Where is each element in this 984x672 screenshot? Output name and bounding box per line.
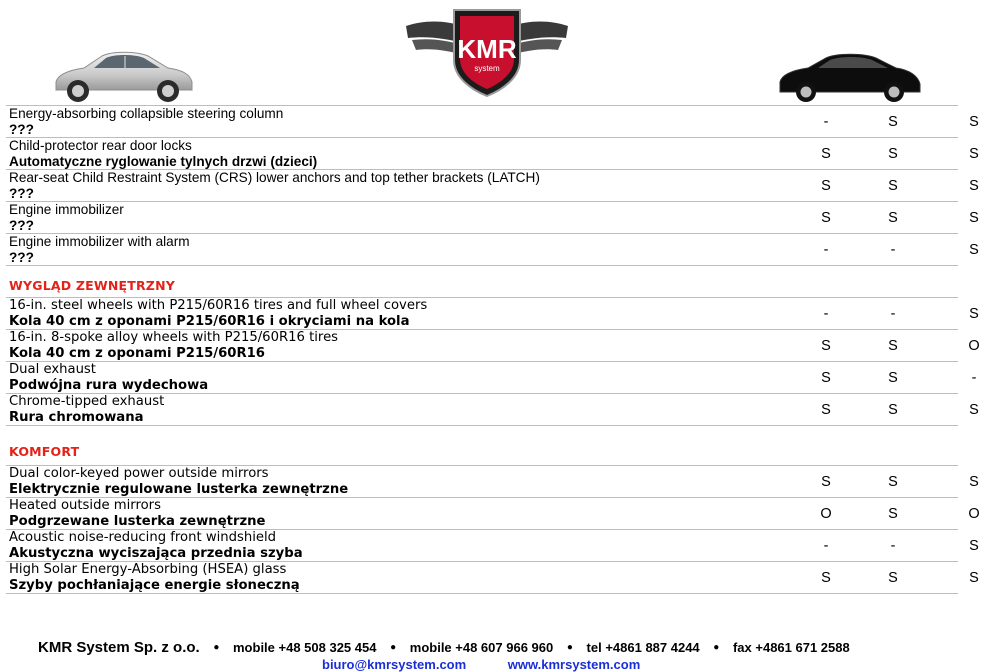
spec-values — [768, 242, 979, 258]
web-contact-line — [322, 657, 640, 672]
spec-name-en: Heated outside mirrors — [9, 498, 161, 513]
value-trim-1: - — [823, 306, 829, 322]
value-trim-1: S — [821, 178, 831, 194]
spec-row — [6, 530, 979, 562]
value-trim-2: S — [888, 114, 898, 130]
value-trim-1: S — [821, 474, 831, 490]
spec-row — [6, 106, 979, 138]
spec-name-en: High Solar Energy-Absorbing (HSEA) glass — [9, 562, 287, 577]
spec-name-pl: Szyby pochłaniające energie słoneczną — [9, 578, 300, 593]
value-trim-1: - — [823, 114, 829, 130]
value-trim-1: O — [820, 506, 832, 522]
mobile-phone-2[interactable]: mobile +48 607 966 960 — [409, 640, 554, 655]
value-trim-2: S — [888, 178, 898, 194]
value-trim-1: S — [821, 210, 831, 226]
spec-values — [768, 114, 979, 130]
spec-name-pl: Akustyczna wyciszająca przednia szyba — [9, 546, 303, 561]
spec-row — [6, 202, 979, 234]
spec-values — [768, 178, 979, 194]
value-trim-3: S — [969, 242, 979, 258]
spec-row — [6, 562, 979, 594]
value-trim-2: S — [888, 210, 898, 226]
mobile-phone-1[interactable]: mobile +48 508 325 454 — [233, 640, 377, 655]
value-trim-1: S — [821, 146, 831, 162]
spec-row — [6, 330, 980, 362]
value-trim-1: S — [821, 402, 831, 418]
spec-name-en: Dual color-keyed power outside mirrors — [9, 466, 269, 481]
website-link[interactable]: www.kmrsystem.com — [507, 657, 641, 672]
value-trim-3: - — [971, 370, 977, 386]
value-trim-3: S — [969, 402, 979, 418]
value-trim-2: - — [890, 306, 896, 322]
spec-name-en: Rear-seat Child Restraint System (CRS) lower anchors and top tether brackets (LATCH) — [9, 170, 540, 185]
page-footer — [0, 636, 960, 672]
value-trim-1: S — [821, 370, 831, 386]
spec-values — [768, 474, 979, 490]
value-trim-2: S — [888, 146, 898, 162]
value-trim-1: S — [821, 570, 831, 586]
spec-name-pl: ??? — [9, 186, 34, 201]
spec-name-pl: Rura chromowana — [9, 410, 144, 425]
value-trim-2: S — [888, 570, 898, 586]
spec-name-en: Acoustic noise-reducing front windshield — [9, 530, 277, 545]
email-link[interactable]: biuro@kmrsystem.com — [322, 657, 467, 672]
spec-name-pl: Automatyczne ryglowanie tylnych drzwi (dzieci) — [9, 154, 318, 169]
spec-name-en: 16-in. 8-spoke alloy wheels with P215/60R16 tires — [9, 330, 339, 345]
spec-values — [768, 538, 979, 554]
spec-values — [768, 146, 979, 162]
value-trim-3: S — [969, 538, 979, 554]
logo-text: KMR — [457, 34, 517, 64]
value-trim-2: S — [888, 474, 898, 490]
spec-name-en: Dual exhaust — [9, 362, 96, 377]
contact-line — [38, 639, 850, 656]
value-trim-3: S — [969, 570, 979, 586]
bullet-separator: ● — [713, 642, 720, 653]
section-header-exterior — [6, 266, 958, 298]
spec-name-pl: Elektrycznie regulowane lusterka zewnętrzne — [9, 482, 349, 497]
value-trim-2: - — [890, 242, 896, 258]
value-trim-2: - — [890, 538, 896, 554]
black-sedan-image — [776, 52, 922, 104]
section-title: KOMFORT — [9, 444, 80, 459]
spec-row — [6, 234, 979, 266]
value-trim-3: S — [969, 178, 979, 194]
logo-subtext: system — [474, 64, 500, 73]
spec-values — [768, 402, 979, 418]
spec-name-en: 16-in. steel wheels with P215/60R16 tires and full wheel covers — [9, 298, 428, 313]
value-trim-2: S — [888, 338, 898, 354]
spec-values — [768, 370, 977, 386]
bullet-separator: ● — [390, 642, 397, 653]
value-trim-2: S — [888, 402, 898, 418]
spec-name-pl: Kola 40 cm z oponami P215/60R16 — [9, 346, 265, 361]
kmr-logo — [404, 4, 570, 100]
spec-values — [768, 338, 980, 354]
value-trim-1: - — [823, 538, 829, 554]
spec-name-pl: Podgrzewane lusterka zewnętrzne — [9, 514, 266, 529]
bullet-separator: ● — [566, 642, 573, 653]
telephone[interactable]: tel +4861 887 4244 — [586, 640, 700, 655]
spec-row — [6, 466, 979, 498]
value-trim-1: - — [823, 242, 829, 258]
value-trim-3: S — [969, 210, 979, 226]
value-trim-3: S — [969, 474, 979, 490]
bullet-separator: ● — [213, 642, 220, 653]
value-trim-3: S — [969, 146, 979, 162]
spec-name-en: Child-protector rear door locks — [9, 138, 192, 153]
spec-name-pl: ??? — [9, 122, 34, 137]
spec-name-pl: Podwójna rura wydechowa — [9, 378, 209, 393]
value-trim-1: S — [821, 338, 831, 354]
value-trim-3: S — [969, 114, 979, 130]
spec-row — [6, 138, 979, 170]
section-header-comfort — [6, 426, 958, 466]
spec-values — [768, 570, 979, 586]
spec-row — [6, 362, 977, 394]
spec-name-en: Engine immobilizer with alarm — [9, 234, 190, 249]
spec-values — [768, 306, 979, 322]
value-trim-2: S — [888, 370, 898, 386]
spec-row — [6, 298, 979, 330]
spec-row — [6, 170, 979, 202]
page-header — [0, 0, 960, 106]
spec-table — [6, 106, 980, 594]
spec-name-en: Engine immobilizer — [9, 202, 124, 217]
section-title: WYGLĄD ZEWNĘTRZNY — [9, 278, 175, 293]
spec-name-pl: Kola 40 cm z oponami P215/60R16 i okryciami na kola — [9, 314, 410, 329]
value-trim-2: S — [888, 506, 898, 522]
company-name: KMR System Sp. z o.o. — [38, 639, 200, 656]
spec-values — [768, 506, 980, 522]
spec-row — [6, 498, 980, 530]
spec-name-pl: ??? — [9, 250, 34, 265]
value-trim-3: O — [968, 506, 980, 522]
spec-name-en: Chrome-tipped exhaust — [9, 394, 165, 409]
spec-values — [768, 210, 979, 226]
spec-row — [6, 394, 979, 426]
value-trim-3: O — [968, 338, 980, 354]
spec-name-pl: ??? — [9, 218, 34, 233]
silver-sedan-image — [50, 48, 196, 104]
value-trim-3: S — [969, 306, 979, 322]
spec-name-en: Energy-absorbing collapsible steering column — [9, 106, 284, 121]
fax-number: fax +4861 671 2588 — [732, 640, 850, 655]
